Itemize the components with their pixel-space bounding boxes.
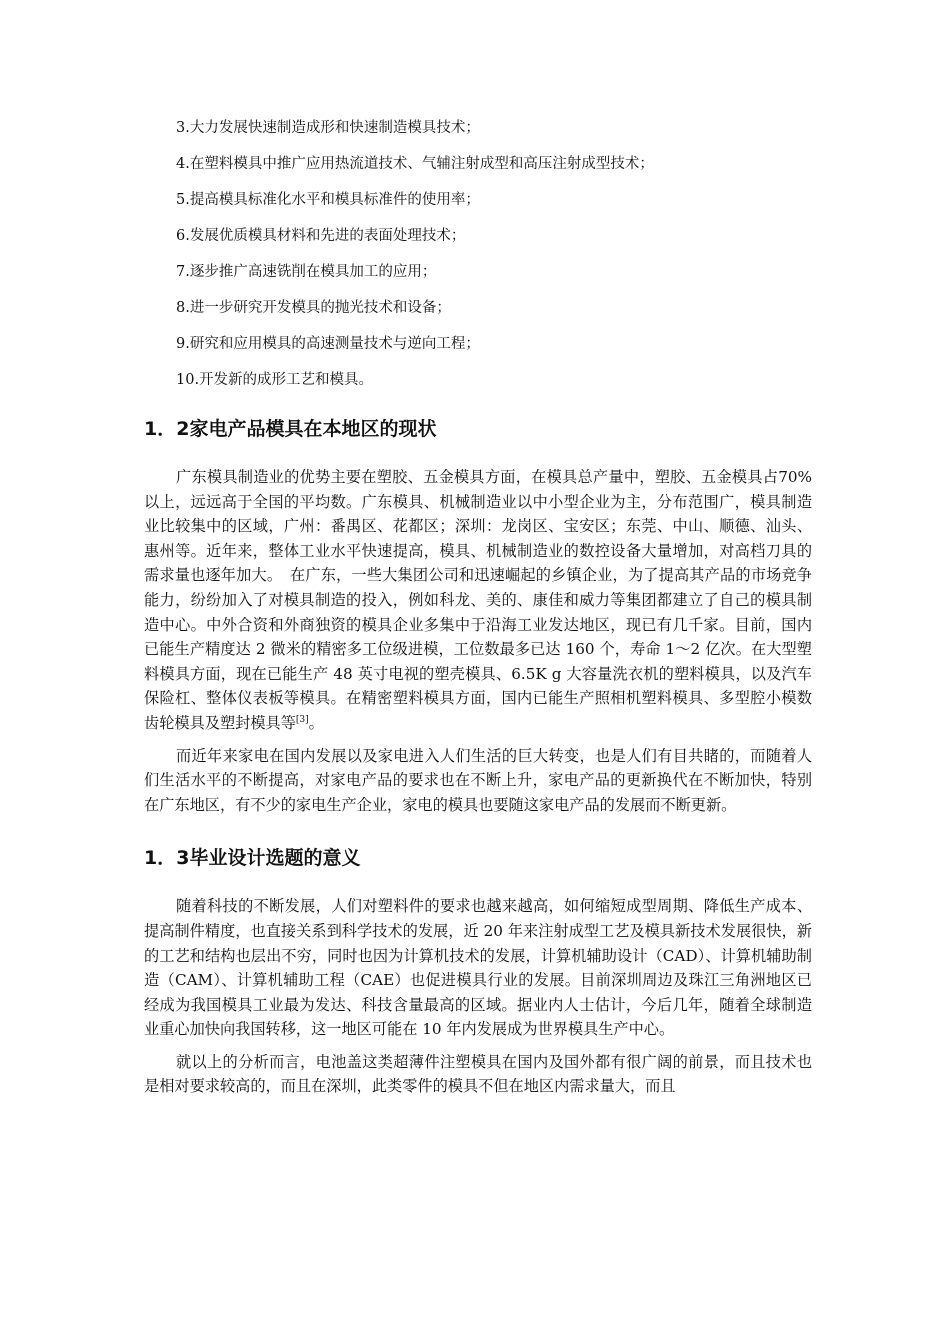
- document-body: [144, 118, 812, 1099]
- list-item: 7.逐步推广高速铣削在模具加工的应用；: [176, 264, 437, 280]
- paragraph-end: 。: [308, 713, 324, 732]
- list-item: 5.提高模具标准化水平和模具标准件的使用率；: [176, 192, 480, 208]
- list-item: 8.进一步研究开发模具的抛光技术和设备；: [176, 300, 451, 316]
- list-item: 6.发展优质模具材料和先进的表面处理技术；: [176, 228, 466, 244]
- paragraph: 而近年来家电在国内发展以及家电进入人们生活的巨大转变，也是人们有目共睹的，而随着人们生活水平的不断提高，对家电产品的要求也在不断上升，家电产品的更新换代在不断加快，特别在广东地区，有不少的家电生产企业，家电的模具也要随这家电产品的发展而不断更新。: [144, 746, 812, 814]
- technology-list: [144, 118, 812, 390]
- paragraph: [144, 465, 812, 736]
- list-item: 4.在塑料模具中推广应用热流道技术、气辅注射成型和高压注射成型技术；: [176, 156, 654, 172]
- paragraph: 就以上的分析而言，电池盖这类超薄件注塑模具在国内及国外都有很广阔的前景，而且技术也是相对要求较高的，而且在深圳，此类零件的模具不但在地区内需求量大，而且: [144, 1052, 812, 1096]
- paragraph-text: 广东模具制造业的优势主要在塑胶、五金模具方面，在模具总产量中，塑胶、五金模具占70%以上，远远高于全国的平均数。广东模具、机械制造业以中小型企业为主，分布范围广，模具制造业比较集中的区域，广州：番禺区、花都区；深圳：龙岗区、宝安区；东莞、中山、顺德、汕头、惠州等。近年来，整体工业水平快速提高，模具、机械制造业的数控设备大量增加，对高档刀具的需求量也逐年加大。 在广东，一些大集团公司和迅速崛起的乡镇企业，为了提高其产品的市场竞争能力，纷纷加入了对模具制造的投入，例如科龙、美的、康佳和威力等集团都建立了自己的模具制造中心。中外合资和外商独资的模具企业多集中于沿海工业发达地区，现已有几千家。目前，国内已能生产精度达 2 微米的精密多工位级进模，工位数最多已达 160 个，寿命 1～2 亿次。在大型塑料模具方面，现在已能生产 48 英寸电视的塑壳模具、6.5K g 大容量洗衣机的塑料模具，以及汽车保险杠、整体仪表板等模具。在精密塑料模具方面，国内已能生产照相机塑料模具、多型腔小模数齿轮模具及塑封模具等: [144, 468, 812, 732]
- list-item: 9.研究和应用模具的高速测量技术与逆向工程；: [176, 336, 480, 352]
- list-item: 10.开发新的成形工艺和模具。: [176, 372, 374, 388]
- citation-ref: [3]: [295, 714, 309, 725]
- section-heading: 1．2家电产品模具在本地区的现状: [144, 418, 437, 440]
- paragraph: 随着科技的不断发展，人们对塑料件的要求也越来越高，如何缩短成型周期、降低生产成本、提高制件精度，也直接关系到科学技术的发展，近 20 年来注射成型工艺及模具新技术发展很快，新的工艺和结构也层出不穷，同时也因为计算机技术的发展，计算机辅助设计（CAD）、计算机辅助制造（CAM）、计算机辅助工程（CAE）也促进模具行业的发展。目前深圳周边及珠江三角洲地区已经成为我国模具工业最为发达、科技含量最高的区域。据业内人士估计，今后几年，随着全球制造业重心加快向我国转移，这一地区可能在 10 年内发展成为世界模具生产中心。: [144, 897, 812, 1039]
- section-heading: 1．3毕业设计选题的意义: [144, 847, 361, 870]
- list-item: 3.大力发展快速制造成形和快速制造模具技术；: [176, 120, 480, 136]
